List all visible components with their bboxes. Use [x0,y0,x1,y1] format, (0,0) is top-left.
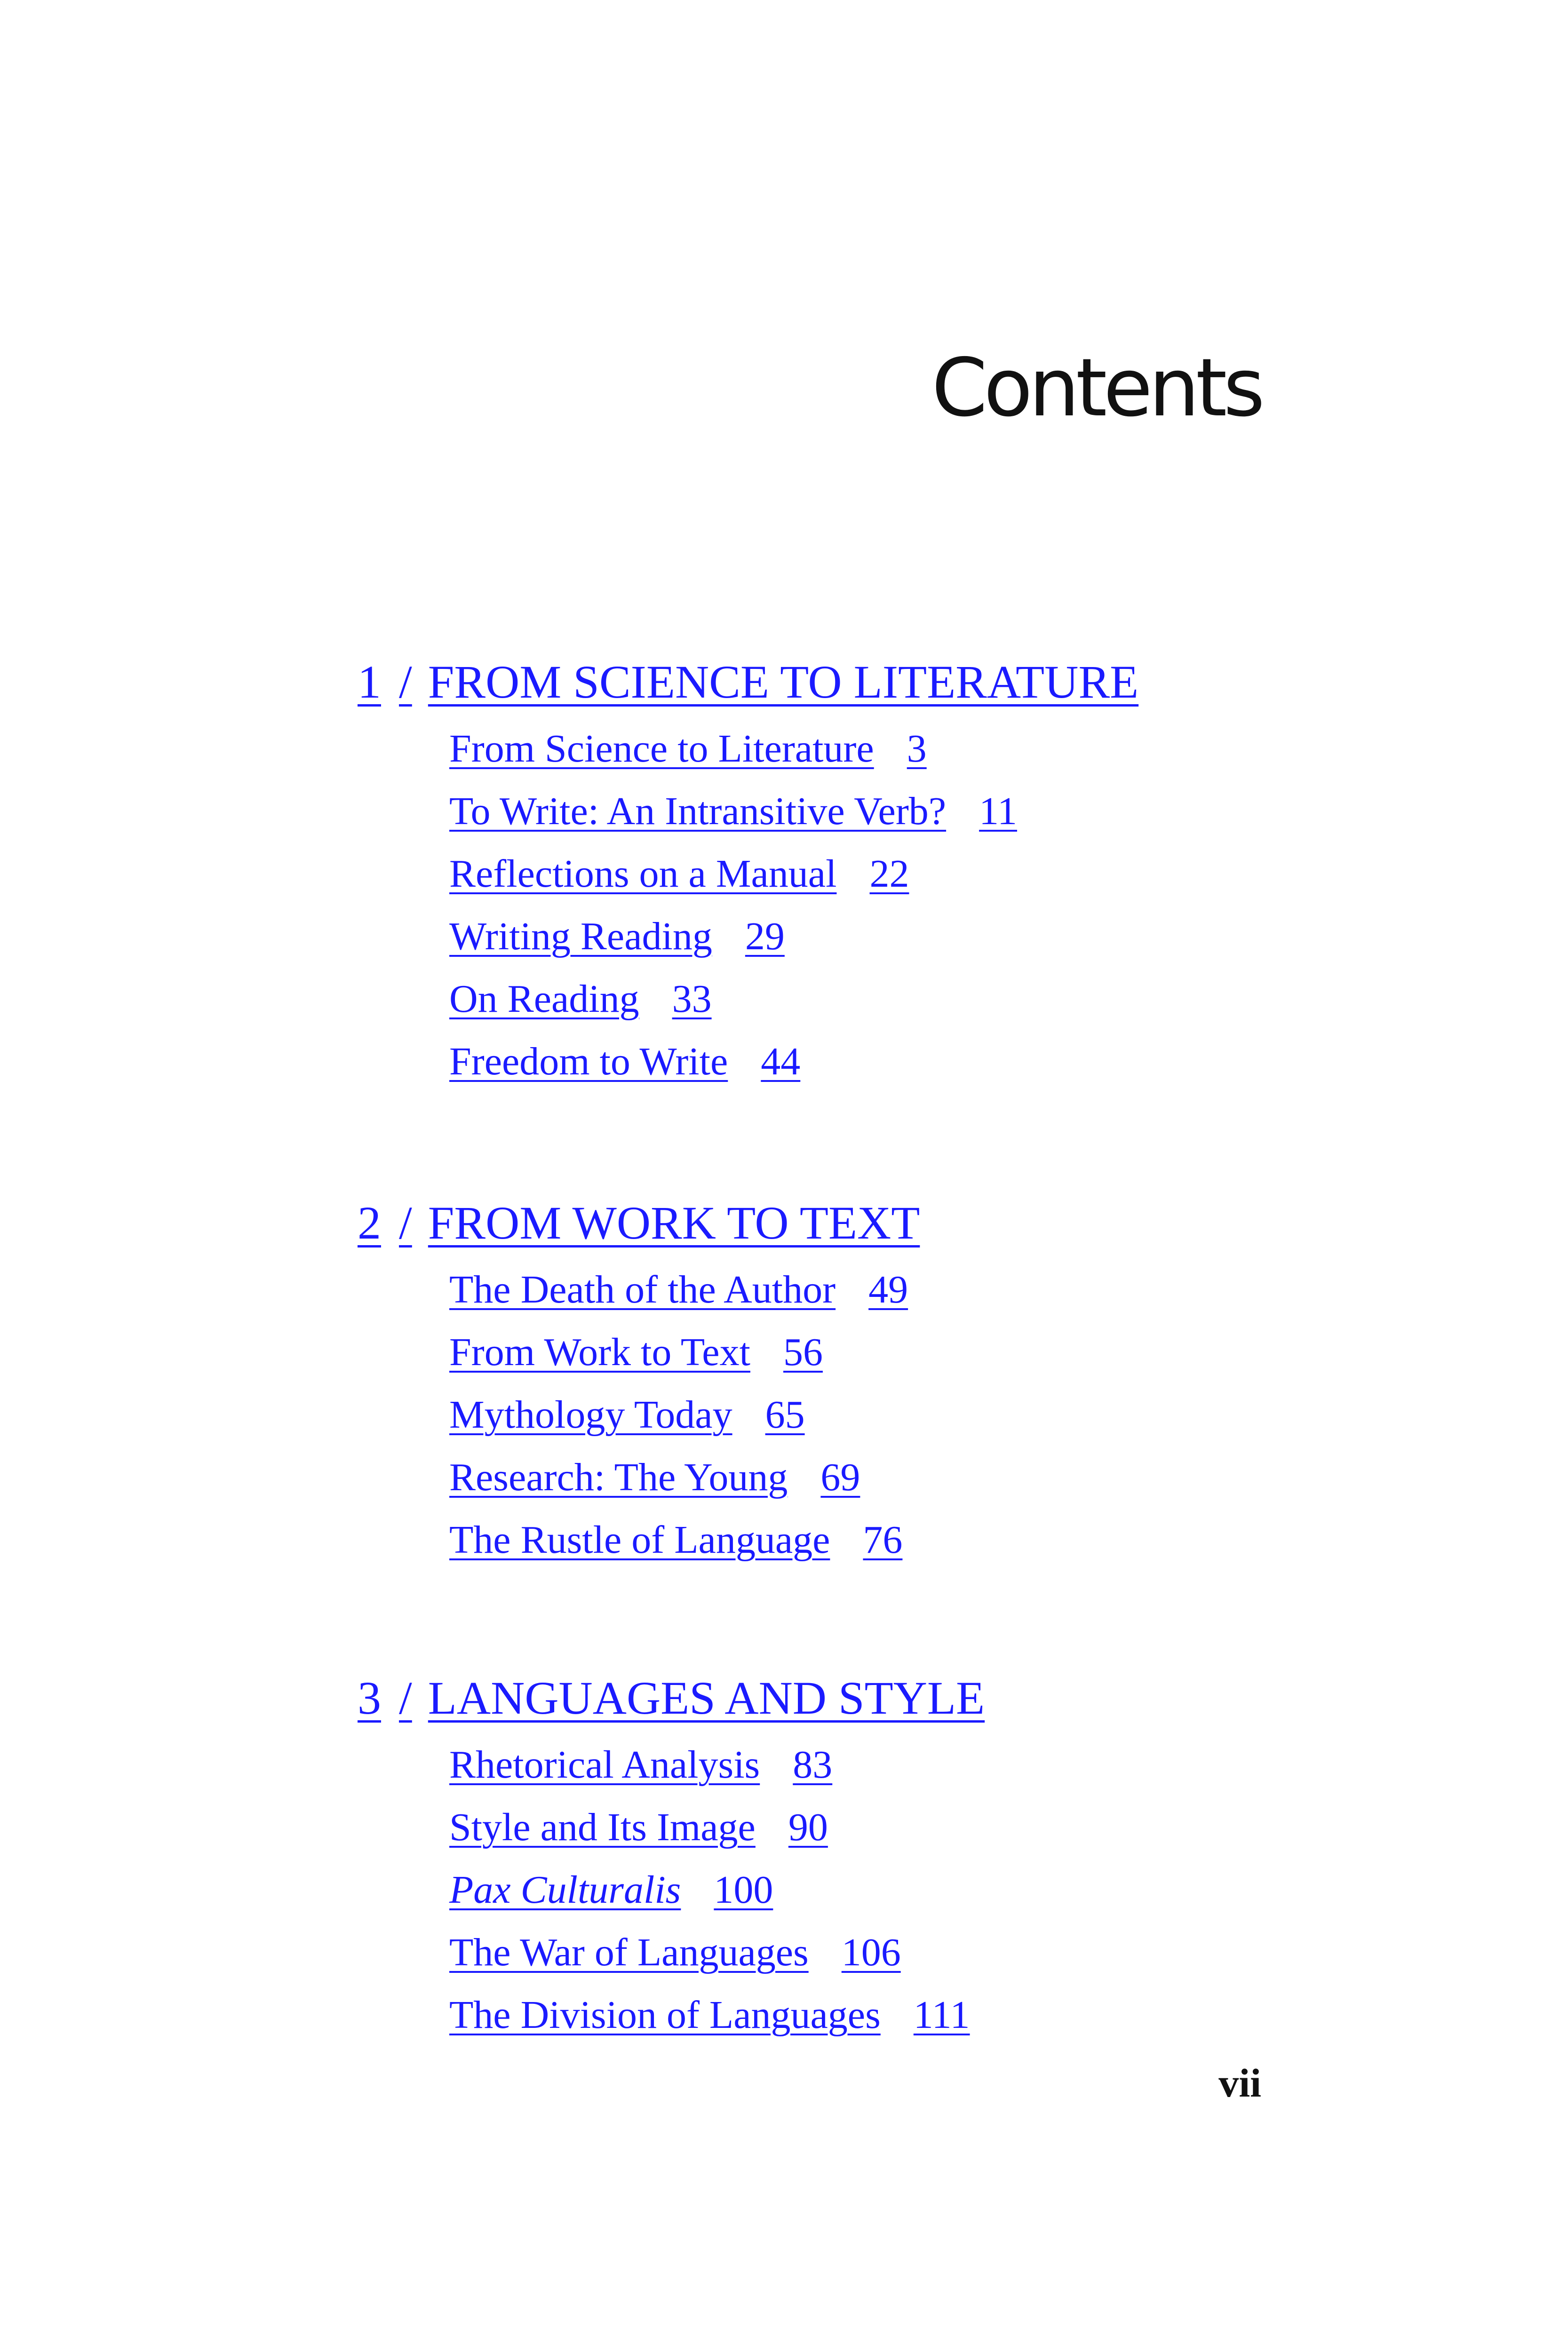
toc-entry-link[interactable] [449,1868,773,1912]
toc-entry-title: Style and Its Image [449,1805,756,1849]
toc-entry-page: 83 [793,1742,833,1787]
page-title: Contents [931,342,1261,435]
toc-entry-page: 111 [913,1993,970,2037]
toc-entry-page: 22 [869,851,909,896]
part-1 [358,656,1138,1083]
toc-entry-page: 44 [761,1039,801,1083]
toc-entry-link[interactable] [449,1040,800,1083]
toc-entry-list [449,1724,985,2037]
toc-entry-page: 65 [765,1392,805,1437]
toc-entry-link[interactable] [449,1931,901,1974]
part-number: 3 [358,1672,381,1724]
toc-entry [449,958,1138,1021]
toc-entry-title: The Rustle of Language [449,1518,830,1562]
toc-entry-title: Rhetorical Analysis [449,1742,760,1787]
part-separator: / [399,1672,412,1724]
toc-entry [449,1499,920,1562]
toc-entry [449,1374,920,1437]
toc-entry [449,1849,985,1912]
toc-entry [449,1249,920,1311]
part-heading-3[interactable] [358,1672,985,1724]
toc-entry-list [449,1249,920,1562]
part-number: 1 [358,656,381,708]
toc-entry-page: 29 [745,914,785,958]
toc-entry-page: 100 [714,1867,773,1912]
part-2 [358,1197,920,1562]
toc-entry-title: From Science to Literature [449,726,874,771]
toc-entry-link[interactable] [449,915,785,958]
toc-entry-page: 69 [820,1455,860,1499]
part-separator: / [399,1197,412,1249]
toc-entry-link[interactable] [449,1806,828,1849]
toc-entry-page: 3 [907,726,927,771]
toc-entry-title: Mythology Today [449,1392,732,1437]
toc-entry-page: 106 [841,1930,901,1974]
toc-entry [449,833,1138,896]
toc-entry-page: 33 [672,977,712,1021]
toc-entry-title: Research: The Young [449,1455,788,1499]
toc-entry [449,1912,985,1974]
toc-entry [449,771,1138,833]
part-3 [358,1672,985,2037]
toc-entry [449,708,1138,771]
toc-entry-title: The War of Languages [449,1930,809,1974]
toc-entry-page: 56 [783,1330,823,1374]
part-title: LANGUAGES AND STYLE [428,1672,985,1724]
toc-entry-link[interactable] [449,977,712,1021]
part-title: FROM SCIENCE TO LITERATURE [428,656,1139,708]
toc-entry [449,1974,985,2037]
toc-entry-page: 76 [863,1518,903,1562]
toc-entry-title: Freedom to Write [449,1039,728,1083]
toc-entry-page: 90 [788,1805,828,1849]
toc-entry-title: Reflections on a Manual [449,851,837,896]
part-heading-2[interactable] [358,1197,920,1249]
toc-entry-link[interactable] [449,1518,902,1562]
toc-entry-title: Pax Culturalis [449,1867,681,1912]
toc-entry-link[interactable] [449,790,1017,833]
toc-entry [449,1021,1138,1083]
toc-entry-link[interactable] [449,1456,860,1499]
part-number: 2 [358,1197,381,1249]
toc-entry [449,1787,985,1849]
part-separator: / [399,656,412,708]
toc-entry [449,1311,920,1374]
toc-entry-link[interactable] [449,1331,823,1374]
toc-entry-title: From Work to Text [449,1330,750,1374]
toc-entry-title: On Reading [449,977,639,1021]
toc-entry-page: 11 [979,789,1017,833]
toc-entry-title: Writing Reading [449,914,712,958]
page-number: vii [1218,2060,1261,2106]
part-heading-1[interactable] [358,656,1138,708]
toc-entry-title: The Division of Languages [449,1993,881,2037]
toc-entry-link[interactable] [449,852,909,896]
toc-entry-link[interactable] [449,1393,805,1437]
toc-entry-page: 49 [868,1267,908,1311]
toc-entry-link[interactable] [449,1743,832,1787]
toc-entry-title: To Write: An Intransitive Verb? [449,789,947,833]
toc-entry-link[interactable] [449,1994,970,2037]
toc-entry-list [449,708,1138,1083]
toc-entry [449,1437,920,1499]
toc-entry [449,1724,985,1787]
part-title: FROM WORK TO TEXT [428,1197,920,1249]
toc-entry [449,896,1138,958]
toc-entry-link[interactable] [449,1268,908,1311]
toc-entry-link[interactable] [449,727,927,771]
toc-entry-title: The Death of the Author [449,1267,836,1311]
